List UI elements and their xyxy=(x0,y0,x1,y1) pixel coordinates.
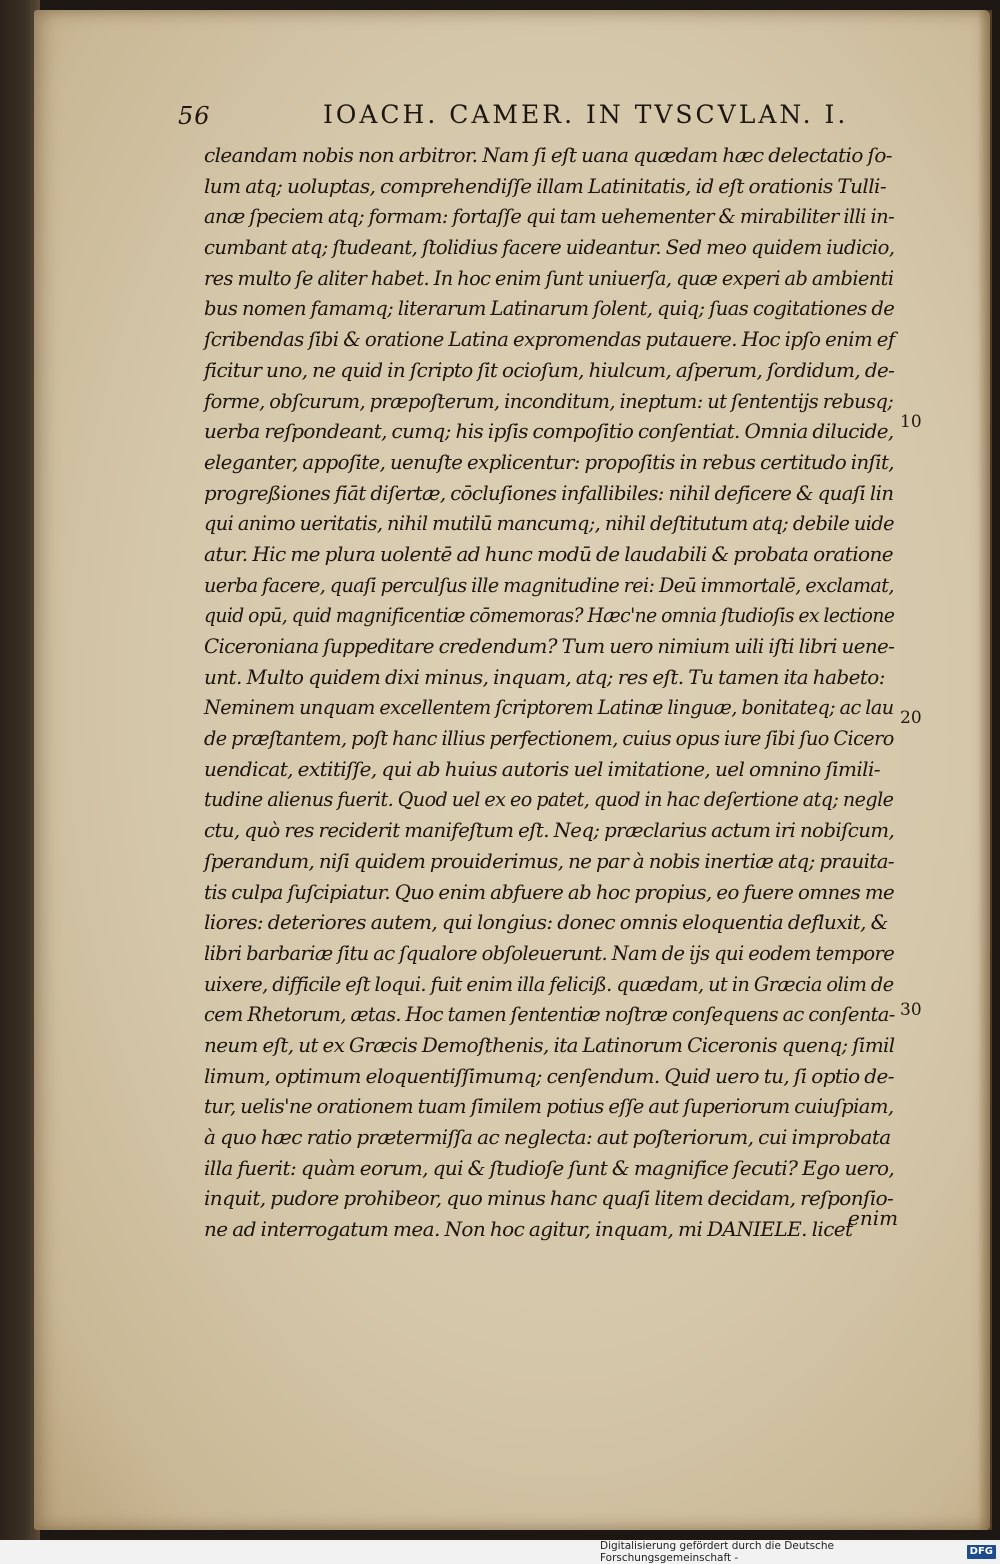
text-line: cem Rhetorum, ætas. Hoc tamen ſententiæ noſtræ conſequens ac conſenta- xyxy=(204,1002,895,1027)
text-line: illa fuerit: quàm eorum, qui & ſtudioſe ſunt & magnifice ſecuti? Ego uero, xyxy=(204,1155,895,1180)
text-line: limum, optimum eloquentiſſimumq; cenſendum. Quid uero tu, ſi optio de- xyxy=(204,1063,894,1088)
text-line: eleganter, appoſite, uenuſte explicentur: propoſitis in rebus certitudo inſit, xyxy=(204,449,894,474)
text-line: ſcribendas ſibi & oratione Latina expromendas putauere. Hoc ipſo enim ef xyxy=(204,327,895,352)
text-line: forme, obſcurum, præpoſterum, inconditum, ineptum: ut ſententijs rebusq; xyxy=(204,388,894,413)
text-line: quid opū, quid magnificentiæ cōmemoras? Hæc'ne omnia ſtudioſis ex lectione xyxy=(204,603,895,628)
text-line: qui animo ueritatis, nihil mutilū mancumq;, nihil deſtitutum atq; debile uide xyxy=(204,511,895,536)
text-line: inquit, pudore prohibeor, quo minus hanc quaſi litem decidam, reſponſio- xyxy=(204,1186,894,1211)
text-line: bus nomen famamq; literarum Latinarum ſolent, quiq; ſuas cogitationes de xyxy=(204,296,895,321)
margin-line-number-30: 30 xyxy=(900,1000,922,1020)
text-line: progreßiones fiāt diſertæ, cōcluſiones infallibiles: nihil deficere & quaſi lin xyxy=(204,480,894,505)
text-line: ficitur uno, ne quid in ſcripto ſit ocioſum, hiulcum, aſperum, ſordidum, de- xyxy=(204,357,895,382)
text-line: anæ ſpeciem atq; formam: fortaſſe qui tam uehementer & mirabiliter illi in- xyxy=(204,204,895,229)
text-line: atur. Hic me plura uolentē ad hunc modū de laudabili & probata oratione xyxy=(204,541,893,566)
text-line: uerba facere, quaſi perculſus ille magnitudine rei: Deū immortalē, exclamat, xyxy=(204,572,894,597)
text-line: neum eſt, ut ex Græcis Demoſthenis, ita Latinorum Ciceronis quenq; ſimil xyxy=(204,1032,895,1057)
text-line: à quo hæc ratio prætermiſſa ac neglecta: aut poſteriorum, cui improbata xyxy=(204,1125,891,1149)
body-text xyxy=(204,140,894,1245)
page-header xyxy=(178,98,849,138)
text-line: de præſtantem, poſt hanc illius perfectionem, cuius opus iure ſibi ſuo Cicero xyxy=(204,726,894,751)
margin-line-number-10: 10 xyxy=(900,412,922,432)
dfg-logo: DFG xyxy=(967,1545,996,1559)
page-edge-shadow xyxy=(978,10,992,1530)
text-line: Ciceroniana ſuppeditare credendum? Tum uero nimium uili iſti libri uene- xyxy=(204,634,895,658)
margin-line-number-20: 20 xyxy=(900,708,922,728)
text-line: liores: deteriores autem, qui longius: donec omnis eloquentia defluxit, & xyxy=(204,910,888,935)
text-line: tudine alienus fuerit. Quod uel ex eo patet, quod in hac deſertione atq; negle xyxy=(204,787,894,812)
text-line: ne ad interrogatum mea. Non hoc agitur, inquam, mi DANIELE. licet xyxy=(204,1217,853,1242)
text-line: uendicat, extitiſſe, qui ab huius autoris uel imitatione, uel omnino ſimili- xyxy=(204,756,880,781)
text-line: res multo ſe aliter habet. In hoc enim ſunt uniuerſa, quæ experi ab ambienti xyxy=(204,265,894,290)
text-line: unt. Multo quidem dixi minus, inquam, atq; res eſt. Tu tamen ita habeto: xyxy=(204,664,885,689)
catchword: enim xyxy=(848,1206,899,1230)
digitization-footer xyxy=(600,1540,1000,1564)
text-line: uixere, difficile eſt loqui. fuit enim illa feliciß. quædam, ut in Græcia olim de xyxy=(204,971,894,996)
footer-text: Digitalisierung gefördert durch die Deutsche Forschungsgemeinschaft - xyxy=(600,1540,834,1564)
text-line: cumbant atq; ſtudeant, ſtolidius facere uideantur. Sed meo quidem iudicio, xyxy=(204,235,895,260)
text-line: uerba reſpondeant, cumq; his ipſis compoſitio conſentiat. Omnia dilucide, xyxy=(204,419,894,444)
text-line: ſperandum, niſi quidem prouiderimus, ne par à nobis inertiæ atq; prauita- xyxy=(204,848,895,873)
text-line: tur, uelis'ne orationem tuam ſimilem potius eſſe aut ſuperiorum cuiuſpiam, xyxy=(204,1094,894,1119)
text-line: ctu, quò res reciderit manifeſtum eſt. Neq; præclarius actum iri nobiſcum, xyxy=(204,818,895,843)
text-line: lum atq; uoluptas, comprehendiſſe illam Latinitatis, id eſt orationis Tulli- xyxy=(204,173,886,198)
text-line: tis culpa ſuſcipiatur. Quo enim abfuere ab hoc propius, eo fuere omnes me xyxy=(204,879,895,904)
footer-bar-left xyxy=(0,1540,600,1564)
running-head: IOACH. CAMER. IN TVSCVLAN. I. xyxy=(323,100,849,129)
text-line: libri barbariæ ſitu ac ſqualore obſoleuerunt. Nam de ijs qui eodem tempore xyxy=(204,940,895,965)
text-line: Neminem unquam excellentem ſcriptorem Latinæ linguæ, bonitateq; ac lau xyxy=(204,695,894,720)
page-number: 56 xyxy=(178,102,211,130)
text-line: cleandam nobis non arbitror. Nam ſi eſt uana quædam hæc delectatio ſo- xyxy=(204,143,892,167)
